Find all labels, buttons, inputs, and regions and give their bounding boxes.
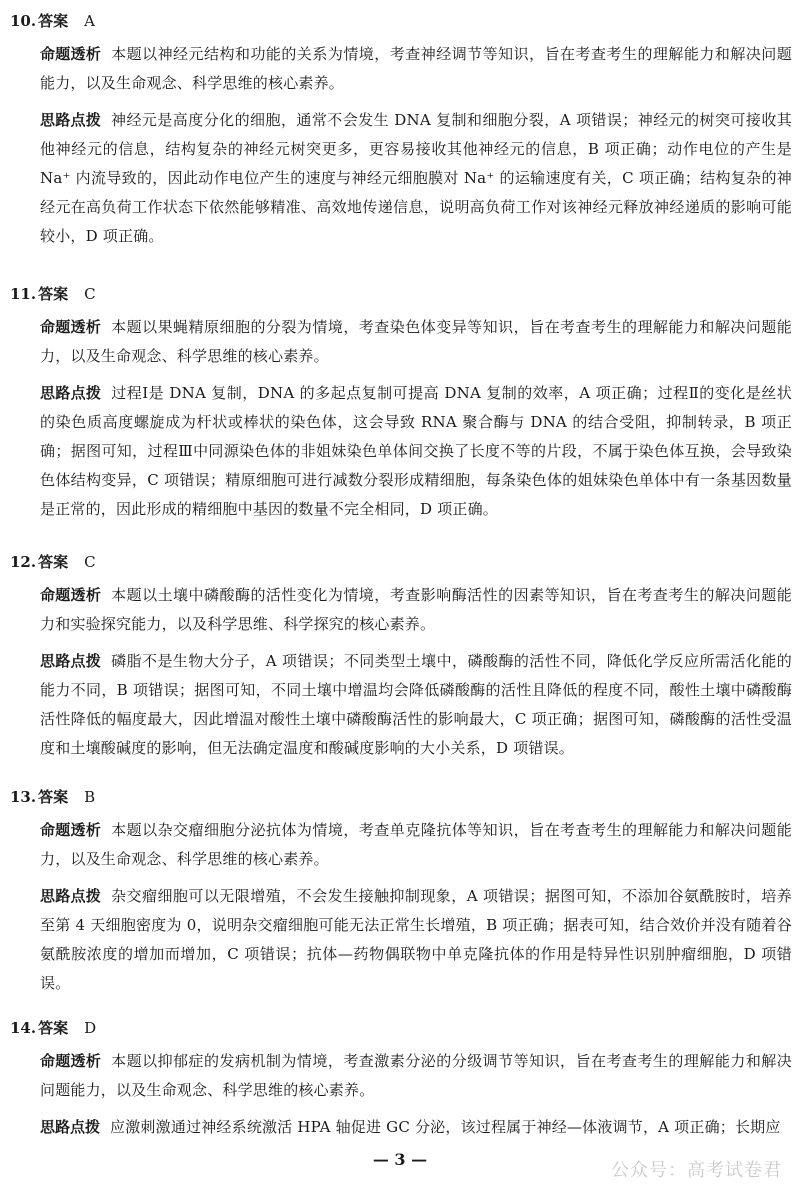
answer-label: 答案 [38,12,69,30]
answer-line [10,10,790,32]
answer-option: C [84,285,96,303]
question-10 [10,10,790,251]
hint-text: 神经元是高度分化的细胞，通常不会发生 DNA 复制和细胞分裂，A 项错误；神经元的树突可接收其他神经元的信息，结构复杂的神经元树突更多，更容易接收其他神经元的信息，B 项正确；动作电位的产生是 Na⁺ 内流导致的，因此动作电位产生的速度与神经元细胞膜对 Na⁺ 的运输速度有关，C 项正确；结构复杂的神经元在高负荷工作状态下依然能够精准、高效地传递信息，说明高负荷工作对该神经元释放神经递质的影响可能较小，D 项正确。 [40,111,792,245]
hint-paragraph [40,647,792,763]
hint-paragraph [40,882,792,998]
hint-text: 过程Ⅰ是 DNA 复制，DNA 的多起点复制可提高 DNA 复制的效率，A 项正确；过程Ⅱ的变化是丝状的染色质高度螺旋成为杆状或棒状的染色体，这会导致 RNA 聚合酶与 DNA 的结合受阻，抑制转录，B 项正确；据图可知，过程Ⅲ中同源染色体的非姐妹染色单体间交换了长度不等的片段，不属于染色体互换，会导致染色体结构变异，C 项错误；精原细胞可进行减数分裂形成精细胞，每条染色体的姐妹染色单体中有一条基因数量是正常的，因此形成的精细胞中基因的数量不完全相同，D 项正确。 [40,384,792,518]
hint-paragraph [40,1113,792,1142]
hint-label: 思路点拨 [40,384,102,402]
answer-line [10,1017,790,1039]
question-number: 10. [10,12,37,30]
hint-text: 应激刺激通过神经系统激活 HPA 轴促进 GC 分泌，该过程属于神经—体液调节，A 项正确；长期应 [110,1118,781,1136]
analysis-label: 命题透析 [40,318,102,336]
analysis-paragraph [40,40,792,98]
hint-paragraph [40,106,792,251]
hint-label: 思路点拨 [40,1118,101,1136]
page-number: — 3 — [372,1150,428,1169]
answer-label: 答案 [38,1019,69,1037]
question-13 [10,786,790,998]
answer-option: C [84,553,96,571]
question-number: 12. [10,553,37,571]
answer-line [10,786,790,808]
answer-option: B [84,788,96,806]
analysis-text: 本题以杂交瘤细胞分泌抗体为情境，考查单克隆抗体等知识，旨在考查考生的理解能力和解决问题能力，以及生命观念、科学思维的核心素养。 [40,821,792,868]
answer-option: D [84,1019,97,1037]
answer-label: 答案 [38,285,69,303]
question-number: 14. [10,1019,37,1037]
analysis-paragraph [40,313,792,371]
analysis-label: 命题透析 [40,821,102,839]
hint-text: 磷脂不是生物大分子，A 项错误；不同类型土壤中，磷酸酶的活性不同，降低化学反应所需活化能的能力不同，B 项错误；据图可知，不同土壤中增温均会降低磷酸酶的活性且降低的程度不同，酸性土壤中磷酸酶活性降低的幅度最大，因此增温对酸性土壤中磷酸酶活性的影响最大，C 项正确；据图可知，磷酸酶的活性受温度和土壤酸碱度的影响，但无法确定温度和酸碱度影响的大小关系，D 项错误。 [40,652,792,757]
question-12 [10,551,790,763]
analysis-paragraph [40,581,792,639]
question-11 [10,283,790,524]
hint-label: 思路点拨 [40,652,102,670]
analysis-paragraph [40,1047,792,1105]
analysis-label: 命题透析 [40,1052,102,1070]
analysis-label: 命题透析 [40,45,102,63]
answer-line [10,551,790,573]
answer-label: 答案 [38,553,69,571]
answer-line [10,283,790,305]
hint-label: 思路点拨 [40,887,102,905]
question-14 [10,1017,790,1142]
analysis-label: 命题透析 [40,586,102,604]
answer-option: A [84,12,95,30]
analysis-text: 本题以神经元结构和功能的关系为情境，考查神经调节等知识，旨在考查考生的理解能力和解决问题能力，以及生命观念、科学思维的核心素养。 [40,45,792,92]
hint-label: 思路点拨 [40,111,101,129]
watermark-text: 公众号：高考试卷君 [611,1160,782,1181]
answer-label: 答案 [38,788,69,806]
analysis-paragraph [40,816,792,874]
hint-paragraph [40,379,792,524]
question-number: 13. [10,788,37,806]
analysis-text: 本题以抑郁症的发病机制为情境，考查激素分泌的分级调节等知识，旨在考查考生的理解能力和解决问题能力，以及生命观念、科学思维的核心素养。 [40,1052,792,1099]
analysis-text: 本题以果蝇精原细胞的分裂为情境，考查染色体变异等知识，旨在考查考生的理解能力和解决问题能力，以及生命观念、科学思维的核心素养。 [40,318,792,365]
analysis-text: 本题以土壤中磷酸酶的活性变化为情境，考查影响酶活性的因素等知识，旨在考查考生的解决问题能力和实验探究能力，以及科学思维、科学探究的核心素养。 [40,586,792,633]
question-number: 11. [10,285,37,303]
hint-text: 杂交瘤细胞可以无限增殖，不会发生接触抑制现象，A 项错误；据图可知，不添加谷氨酰胺时，培养至第 4 天细胞密度为 0，说明杂交瘤细胞可能无法正常生长增殖，B 项正确；据表可知，结合效价并没有随着谷氨酰胺浓度的增加而增加，C 项错误；抗体—药物偶联物中单克隆抗体的作用是特异性识别肿瘤细胞，D 项错误。 [40,887,792,992]
